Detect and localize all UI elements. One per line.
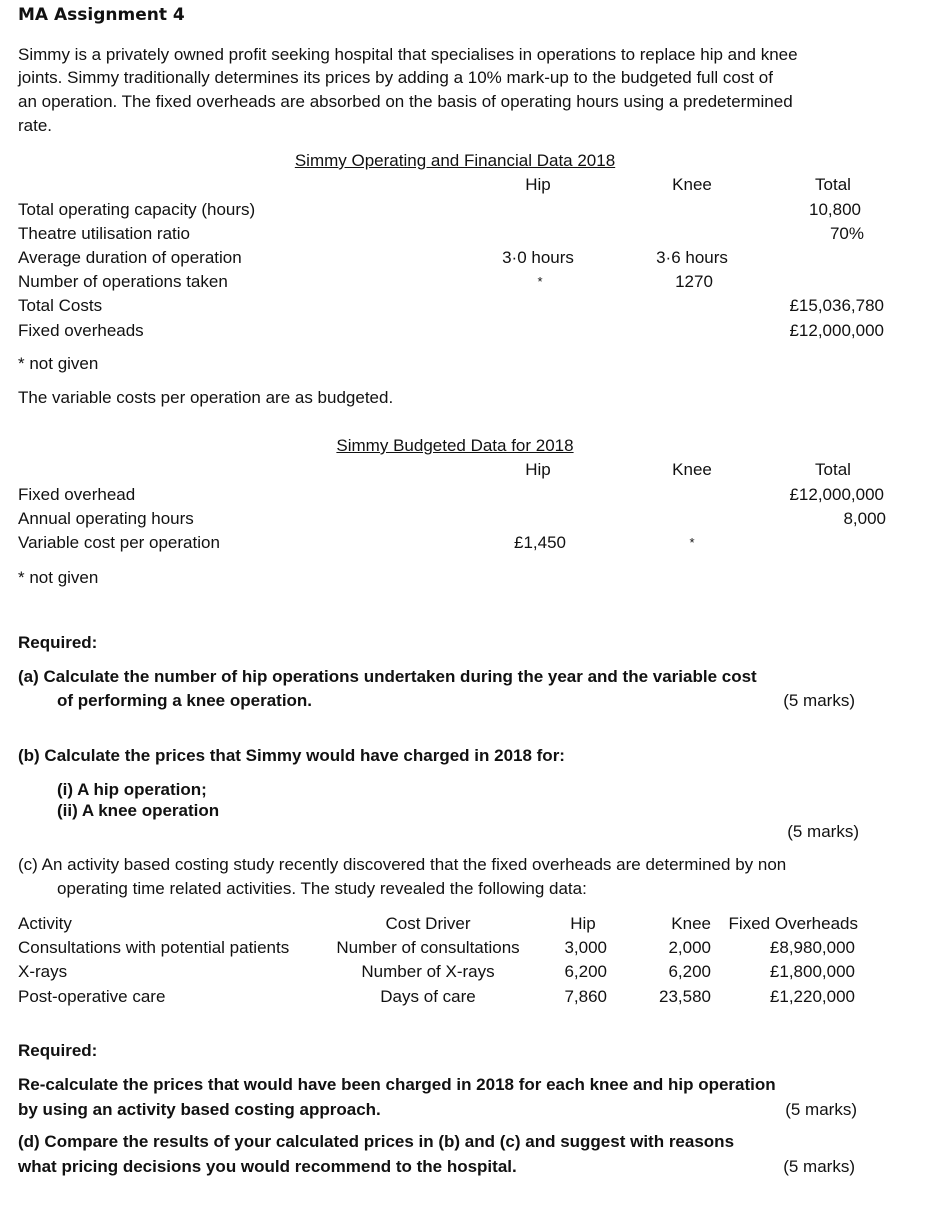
total-cell: £12,000,000: [789, 321, 884, 340]
table-title: Simmy Operating and Financial Data 2018: [294, 151, 616, 170]
cost-driver-cell: Days of care: [380, 987, 476, 1006]
hip-cell: 7,860: [564, 987, 607, 1006]
row-label: Average duration of operation: [18, 248, 242, 267]
note: The variable costs per operation are as budgeted.: [18, 388, 394, 407]
column-header-total: Total: [815, 460, 851, 479]
footnote: * not given: [18, 568, 99, 587]
question-text: (c) An activity based costing study recently discovered that the fixed overheads are determined by non: [18, 855, 787, 874]
column-header-fixed-overheads: Fixed Overheads: [728, 914, 858, 933]
total-cell: 8,000: [843, 509, 886, 528]
activity-cell: Post-operative care: [18, 987, 166, 1006]
row-label: Fixed overhead: [18, 485, 136, 504]
column-header-hip: Hip: [525, 460, 551, 479]
hip-cell: 6,200: [564, 962, 607, 981]
cost-driver-cell: Number of consultations: [336, 938, 520, 957]
total-cell: £12,000,000: [789, 485, 884, 504]
row-label: Annual operating hours: [18, 509, 194, 528]
question-subitem: (i) A hip operation;: [57, 780, 207, 799]
column-header-cost-driver: Cost Driver: [385, 914, 471, 933]
cost-driver-cell: Number of X-rays: [361, 962, 495, 981]
row-label: Total operating capacity (hours): [18, 200, 256, 219]
intro-line: an operation. The fixed overheads are absorbed on the basis of operating hours using a predetermined: [18, 92, 793, 111]
question-text: (a) Calculate the number of hip operations undertaken during the year and the variable cost: [18, 667, 757, 686]
required-heading: Required:: [18, 1041, 98, 1060]
overheads-cell: £1,800,000: [769, 962, 855, 981]
row-label: Variable cost per operation: [18, 533, 220, 552]
knee-cell: 1270: [675, 272, 713, 291]
hip-cell: £1,450: [514, 533, 566, 552]
marks: (5 marks): [783, 691, 855, 710]
knee-cell: 23,580: [659, 987, 711, 1006]
knee-cell: *: [689, 535, 695, 550]
intro-line: Simmy is a privately owned profit seeking hospital that specialises in operations to replace hip and knee: [18, 45, 798, 64]
question-text: (d) Compare the results of your calculated prices in (b) and (c) and suggest with reasons: [18, 1132, 735, 1151]
question-text: of performing a knee operation.: [57, 691, 313, 710]
hip-cell: 3,000: [564, 938, 607, 957]
question-text: by using an activity based costing approach.: [18, 1100, 381, 1119]
question-text: operating time related activities. The study revealed the following data:: [57, 879, 587, 898]
question-subitem: (ii) A knee operation: [57, 801, 220, 820]
overheads-cell: £8,980,000: [769, 938, 855, 957]
marks: (5 marks): [787, 822, 859, 841]
total-cell: 70%: [829, 224, 864, 243]
question-text: Re-calculate the prices that would have been charged in 2018 for each knee and hip operation: [18, 1075, 776, 1094]
footnote: * not given: [18, 354, 99, 373]
column-header-hip: Hip: [570, 914, 596, 933]
knee-cell: 6,200: [668, 962, 711, 981]
column-header-activity: Activity: [18, 914, 72, 933]
activity-cell: X-rays: [18, 962, 68, 981]
column-header-knee: Knee: [672, 460, 712, 479]
row-label: Theatre utilisation ratio: [18, 224, 190, 243]
activity-cell: Consultations with potential patients: [18, 938, 290, 957]
required-heading: Required:: [18, 633, 98, 652]
question-text: what pricing decisions you would recommend to the hospital.: [18, 1157, 517, 1176]
intro-line: joints. Simmy traditionally determines its prices by adding a 10% mark-up to the budgeted full cost of: [18, 68, 773, 87]
intro-line: rate.: [18, 116, 53, 135]
question-text: (b) Calculate the prices that Simmy would have charged in 2018 for:: [18, 746, 565, 765]
overheads-cell: £1,220,000: [769, 987, 855, 1006]
row-label: Number of operations taken: [18, 272, 228, 291]
table-title: Simmy Budgeted Data for 2018: [336, 436, 574, 455]
column-header-total: Total: [815, 175, 851, 194]
row-label: Fixed overheads: [18, 321, 144, 340]
total-cell: 10,800: [809, 200, 861, 219]
total-cell: £15,036,780: [789, 296, 884, 315]
column-header-knee: Knee: [671, 914, 711, 933]
column-header-knee: Knee: [672, 175, 712, 194]
hip-cell: 3·0 hours: [502, 248, 574, 267]
knee-cell: 2,000: [668, 938, 711, 957]
hip-cell: *: [537, 274, 543, 289]
column-header-hip: Hip: [525, 175, 551, 194]
marks: (5 marks): [783, 1157, 855, 1176]
row-label: Total Costs: [18, 296, 103, 315]
document-title: MA Assignment 4: [18, 5, 185, 25]
knee-cell: 3·6 hours: [656, 248, 728, 267]
marks: (5 marks): [785, 1100, 857, 1119]
